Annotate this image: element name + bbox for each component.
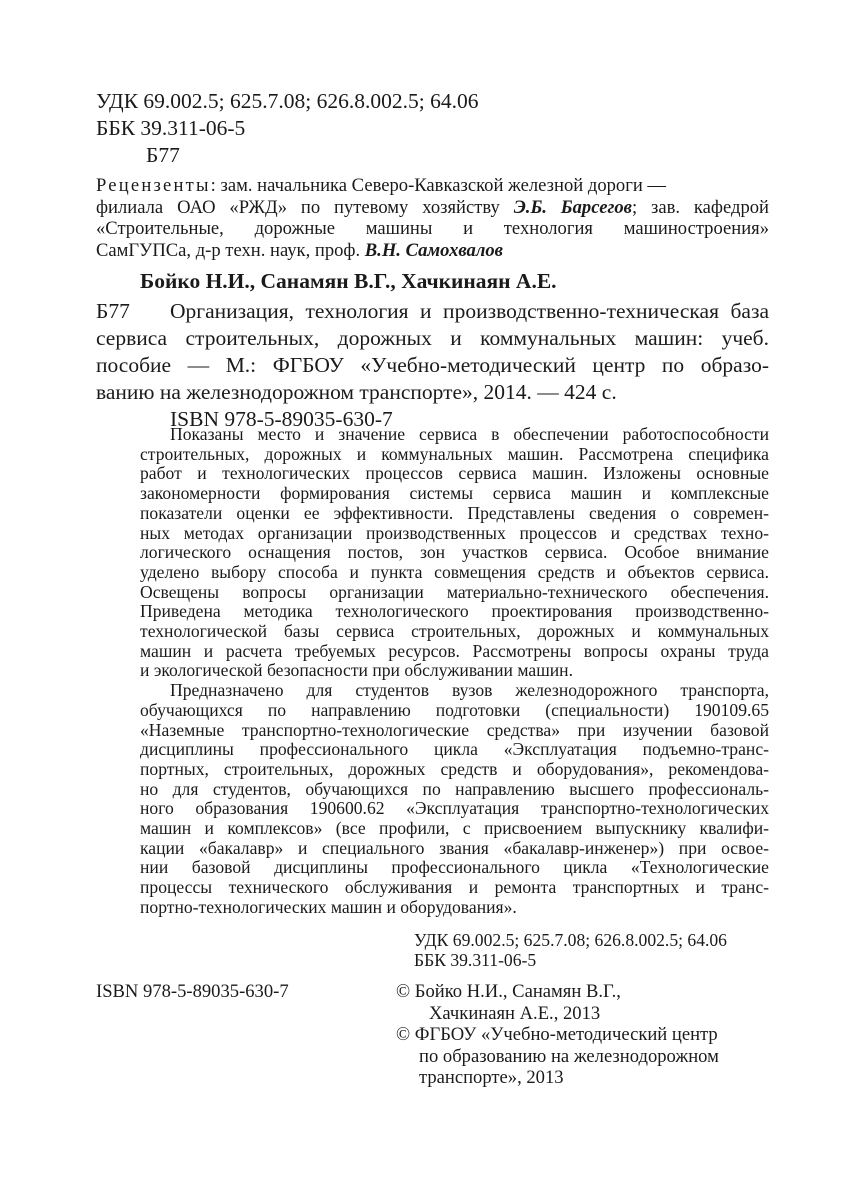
- footer-isbn: ISBN 978-5-89035-630-7: [96, 981, 289, 1002]
- udk-code: УДК 69.002.5; 625.7.08; 626.8.002.5; 64.06: [96, 89, 479, 113]
- abstract-line: Освещены вопросы организации материально-технического обеспечения.: [140, 581, 769, 602]
- copyright-publisher-line: по образованию на железнодорожном: [419, 1045, 719, 1067]
- reviewers-line-2b: ; зав. кафедрой: [631, 196, 769, 218]
- bbk-code: ББК 39.311-06-5: [96, 116, 246, 140]
- abstract-line: дисциплины профессионального цикла «Эксплуатация подъемно-транс-: [140, 739, 769, 760]
- bibliography-line: ванию на железнодорожном транспорте», 2014. — 424 с.: [96, 380, 617, 404]
- reviewers-line-3: «Строительные, дорожные машины и технология машиностроения»: [96, 218, 769, 239]
- book-isbn: ISBN 978-5-89035-630-7: [170, 407, 393, 431]
- reviewers-line-1: : зам. начальника Северо-Кавказской железной дороги —: [210, 175, 667, 196]
- reviewers-block: [96, 175, 769, 261]
- reviewers-label: Рецензенты: [96, 175, 211, 196]
- abstract-line: показатели оценки ее эффективности. Представлены сведения о современ-: [140, 502, 769, 523]
- bibliography-line: Организация, технология и производственно-техническая база: [170, 299, 769, 323]
- footer-udk: УДК 69.002.5; 625.7.08; 626.8.002.5; 64.06: [414, 930, 727, 950]
- abstract-line: нии базовой дисциплины профессионального цикла «Технологические: [140, 857, 769, 878]
- abstract-line: и экологической безопасности при обслуживании машин.: [140, 660, 573, 681]
- classification-header: [96, 88, 478, 169]
- abstract-line: но для студентов, обучающихся по направлению высшего профессиональ-: [140, 778, 769, 799]
- abstract-line: логического оснащения постов, зон участков сервиса. Особое внимание: [140, 542, 769, 563]
- abstract-line: обучающихся по направлению подготовки (специальности) 190109.65: [140, 699, 769, 720]
- copyright-authors-line: Хачкинаян А.Е., 2013: [429, 1002, 601, 1024]
- footer-bbk: ББК 39.311-06-5: [414, 949, 537, 970]
- book-code: Б77: [96, 299, 130, 323]
- abstract-line: кации «бакалавр» и специального звания «бакалавр-инженер») при освое-: [140, 837, 769, 858]
- abstract-line: Показаны место и значение сервиса в обеспечении работоспособности: [170, 424, 769, 444]
- abstract-line: уделено выбору способа и пункта совмещения средств и объектов сервиса.: [140, 561, 769, 582]
- author-mark: Б77: [146, 143, 180, 167]
- abstract-line: Предназначено для студентов вузов железнодорожного транспорта,: [170, 680, 769, 701]
- abstract-line: портно-технологических машин и оборудования».: [140, 896, 517, 917]
- abstract: [140, 425, 769, 918]
- abstract-line: процессы технического обслуживания и ремонта транспортных и транс-: [140, 877, 769, 898]
- bibliography-line: пособие — М.: ФГБОУ «Учебно-методический центр по образо-: [96, 353, 769, 377]
- book-authors: Бойко Н.И., Санамян В.Г., Хачкинаян А.Е.: [140, 269, 557, 293]
- book-bibliography: [170, 298, 769, 325]
- abstract-line: Приведена методика технологического проектирования производственно-: [140, 601, 769, 622]
- abstract-line: ного образования 190600.62 «Эксплуатация транспортно-технологических: [140, 798, 769, 819]
- abstract-line: портных, строительных, дорожных средств и оборудования», рекомендова-: [140, 758, 769, 779]
- copyright-authors-line: © Бойко Н.И., Санамян В.Г.,: [396, 981, 621, 1002]
- bibliography-line: сервиса строительных, дорожных и коммунальных машин: учеб.: [96, 326, 769, 350]
- copyright-publisher-line: транспорте», 2013: [419, 1067, 564, 1088]
- abstract-line: ных методах организации производственных процессов и средствах техно-: [140, 522, 769, 543]
- reviewer-name-2: В.Н. Самохвалов: [364, 239, 503, 261]
- copyright-block: [396, 981, 719, 1089]
- footer-classification: [414, 931, 727, 970]
- abstract-line: машин и комплексов» (все профили, с присвоением выпускнику квалифи-: [140, 818, 769, 839]
- abstract-line: машин и расчета требуемых ресурсов. Рассмотрены вопросы охраны труда: [140, 640, 769, 661]
- abstract-line: «Наземные транспортно-технологические средства» при изучении базовой: [140, 719, 769, 740]
- copyright-publisher-line: © ФГБОУ «Учебно-методический центр: [396, 1024, 718, 1045]
- reviewers-line-2a: филиала ОАО «РЖД» по путевому хозяйству: [96, 196, 514, 218]
- abstract-line: строительных, дорожных и коммунальных машин. Рассмотрена специфика: [140, 443, 769, 464]
- reviewers-line-4: СамГУПСа, д-р техн. наук, проф.: [96, 239, 365, 261]
- abstract-line: работ и технологических процессов сервиса машин. Изложены основные: [140, 463, 769, 484]
- abstract-line: технологической базы сервиса строительных, дорожных и коммунальных: [140, 621, 769, 642]
- book-bibliography-cont: [96, 325, 769, 433]
- abstract-line: закономерности формирования системы сервиса машин и комплексные: [140, 483, 769, 504]
- reviewer-name-1: Э.Б. Барсегов: [513, 196, 632, 218]
